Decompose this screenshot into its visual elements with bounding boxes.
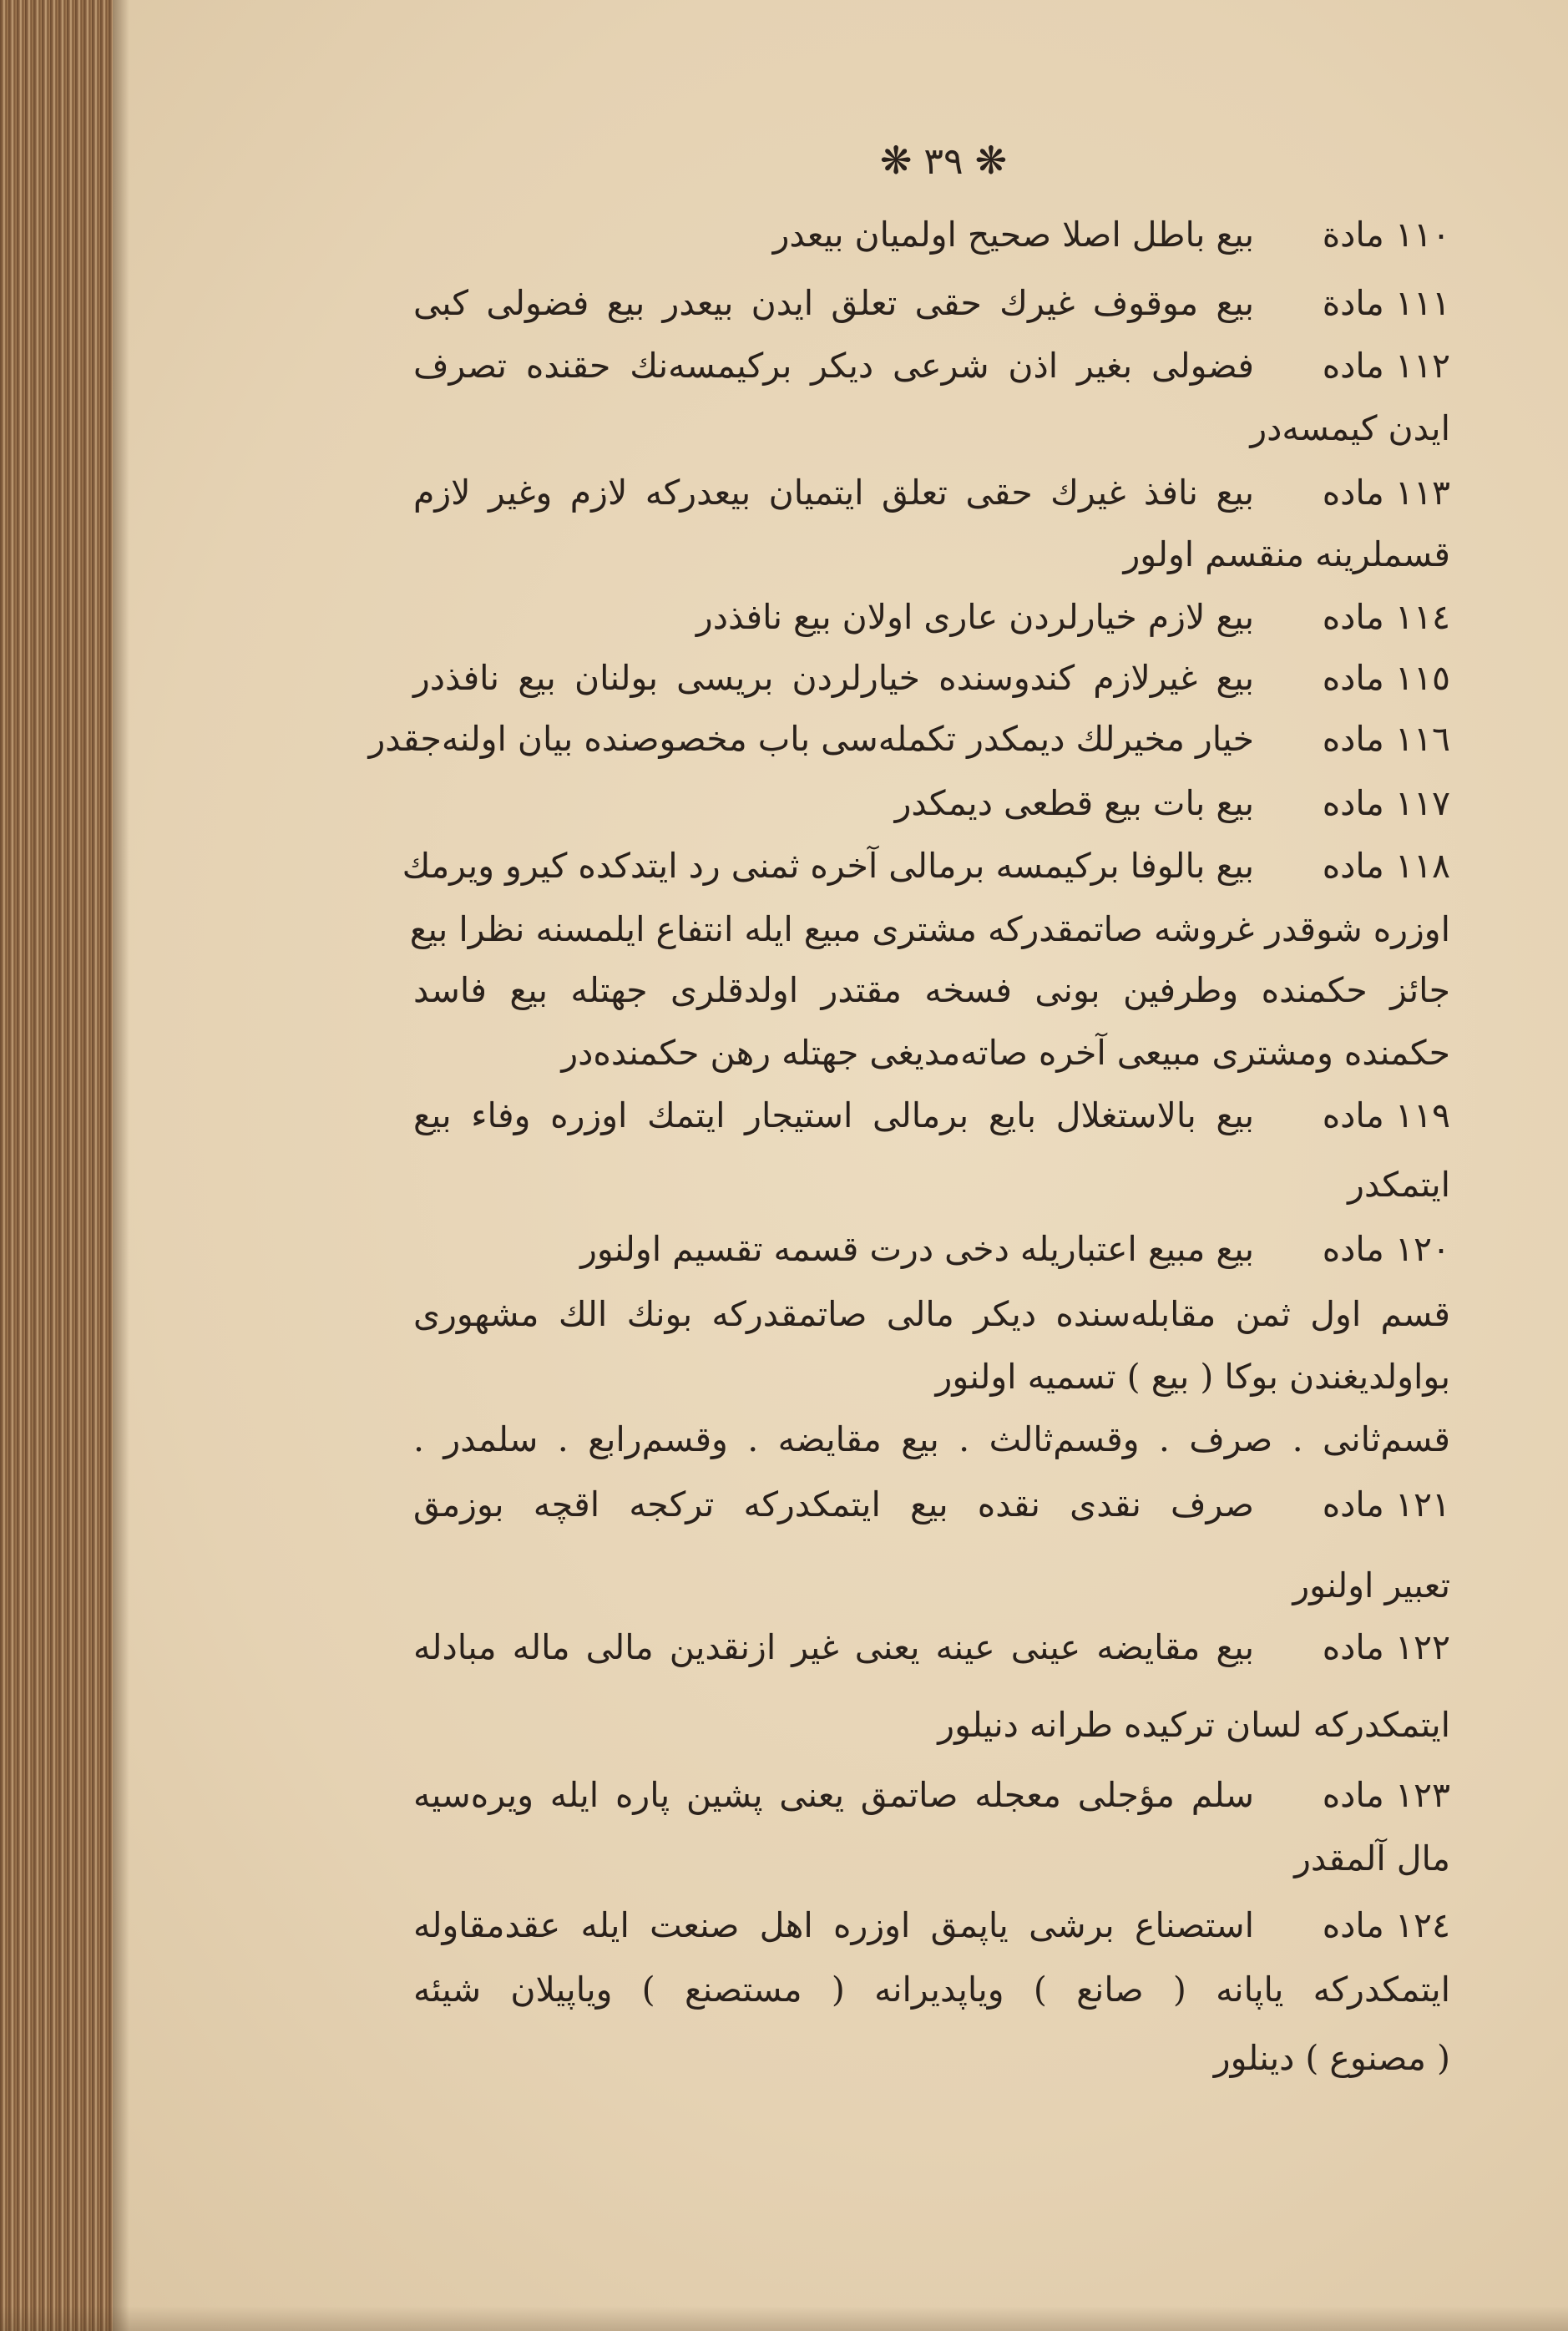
article-text: تعبير اولنور xyxy=(1292,1565,1450,1605)
article-text: ايتمكدركه ياپانه ( صانع ) وياپديرانه ( مستصنع ) وياپيلان شيئه xyxy=(413,1969,1450,2010)
continuation-line xyxy=(413,2028,1450,2088)
article-text: سلم مؤجلى معجله صاتمق يعنى پشين پاره ايله ويره‌سيه xyxy=(413,1775,1254,1815)
article-text: بيع بالاستغلال بايع برمالى استيجار ايتمك اوزره وفاء بيع xyxy=(413,1095,1254,1135)
page-header xyxy=(860,138,1027,183)
article-text: بيع لازم خيارلردن عارى اولان بيع نافذدر xyxy=(695,597,1254,637)
article-text: ايتمكدركه لسان تركيده طرانه دنيلور xyxy=(938,1705,1450,1745)
page-bottom-shadow xyxy=(0,2306,1568,2331)
article-line xyxy=(413,1617,1450,1677)
article-number: ١١٣ ماده xyxy=(1322,473,1450,513)
ornament-icon: ❋ xyxy=(974,138,1008,183)
article-number: ١١٤ ماده xyxy=(1322,597,1450,637)
article-number: ١٢٣ ماده xyxy=(1322,1775,1450,1815)
article-number: ١١٢ ماده xyxy=(1322,346,1450,386)
continuation-line xyxy=(413,398,1450,458)
article-line xyxy=(413,1085,1450,1145)
article-number: ١١٥ ماده xyxy=(1322,658,1450,698)
article-line xyxy=(413,773,1450,833)
article-line xyxy=(413,1895,1450,1955)
continuation-line xyxy=(413,524,1450,584)
article-number: ١١٧ ماده xyxy=(1322,783,1450,823)
article-text: بيع موقوف غيرك حقى تعلق ايدن بيعدر بيع فضولى كبى xyxy=(413,283,1254,323)
article-text: قسم‌ثانى . صرف . وقسم‌ثالث . بيع مقايضه . وقسم‌رابع . سلمدر . xyxy=(413,1419,1450,1459)
continuation-line xyxy=(413,1828,1450,1889)
article-line xyxy=(413,463,1450,523)
article-line xyxy=(413,1219,1450,1279)
article-text: صرف نقدى نقده بيع ايتمكدركه تركجه اقچه بوزمق xyxy=(413,1484,1254,1525)
article-number: ١١٩ ماده xyxy=(1322,1095,1450,1135)
article-text: حكمنده ومشترى مبيعى آخره صاته‌مديغى جهتله رهن حكمنده‌در xyxy=(561,1033,1450,1073)
article-number: ١٢٢ ماده xyxy=(1322,1627,1450,1667)
article-text: بواولديغندن بوكا ( بيع ) تسميه اولنور xyxy=(935,1357,1450,1397)
article-number: ١١٠ مادة xyxy=(1322,215,1450,255)
article-line xyxy=(413,205,1450,265)
article-line xyxy=(413,1474,1450,1535)
article-text: بيع غيرلازم كندوسنده خيارلردن بريسى بولنان بيع نافذدر xyxy=(413,658,1254,698)
article-line xyxy=(402,836,1450,896)
article-text: بيع بات بيع قطعى ديمكدر xyxy=(894,783,1254,823)
continuation-line xyxy=(413,1959,1450,2020)
article-line xyxy=(413,648,1450,708)
article-text: بيع مبيع اعتباريله دخى درت قسمه تقسيم اولنور xyxy=(580,1229,1254,1269)
article-text: بيع بالوفا بركيمسه برمالى آخره ثمنى رد ايتدكده كيرو ويرمك xyxy=(402,846,1254,886)
article-number: ١٢١ ماده xyxy=(1322,1484,1450,1525)
continuation-line xyxy=(413,1284,1450,1344)
article-text: قسملرينه منقسم اولور xyxy=(1123,534,1450,574)
article-number: ١١١ مادة xyxy=(1322,283,1450,323)
article-line xyxy=(413,1765,1450,1825)
article-number: ١٢٠ ماده xyxy=(1322,1229,1450,1269)
article-text: بيع مقايضه عينى عينه يعنى غير ازنقدين مالى ماله مبادله xyxy=(413,1627,1254,1667)
book-spine-page-edges xyxy=(0,0,113,2331)
continuation-line xyxy=(409,899,1450,959)
article-text: ايتمكدر xyxy=(1348,1165,1450,1205)
article-text: استصناع برشى ياپمق اوزره اهل صنعت ايله عقدمقاوله xyxy=(413,1905,1254,1945)
article-number: ١١٦ ماده xyxy=(1322,719,1450,759)
article-text: قسم اول ثمن مقابله‌سنده ديكر مالى صاتمقدركه بونك الك مشهورى xyxy=(413,1294,1450,1334)
article-text: فضولى بغير اذن شرعى ديكر بركيمسه‌نك حقنده تصرف xyxy=(413,346,1254,386)
article-text: ايدن كيمسه‌در xyxy=(1250,408,1450,448)
article-text: جائز حكمنده وطرفين بونى فسخه مقتدر اولدقلرى جهتله بيع فاسد xyxy=(413,970,1450,1010)
article-number: ١٢٤ ماده xyxy=(1322,1905,1450,1945)
continuation-line xyxy=(413,1695,1450,1755)
article-text: ( مصنوع ) دينلور xyxy=(1213,2038,1450,2078)
continuation-line xyxy=(413,960,1450,1020)
continuation-line xyxy=(413,1347,1450,1407)
article-text: مال آلمقدر xyxy=(1294,1838,1450,1878)
continuation-line xyxy=(413,1023,1450,1083)
article-text: خيار مخيرلك ديمكدر تكمله‌سى باب مخصوصنده بيان اولنه‌جقدر xyxy=(368,719,1254,759)
ornament-icon: ❋ xyxy=(879,138,913,183)
article-line xyxy=(368,709,1450,769)
article-line xyxy=(413,336,1450,396)
continuation-line xyxy=(413,1555,1450,1616)
article-number: ١١٨ ماده xyxy=(1322,846,1450,886)
article-text: اوزره شوقدر غروشه صاتمقدركه مشترى مبيع ايله انتفاع ايلمسنه نظرا بيع xyxy=(409,909,1450,949)
article-line xyxy=(413,273,1450,333)
article-text: بيع باطل اصلا صحيح اولميان بيعدر xyxy=(772,215,1254,255)
page-number: ٣٩ xyxy=(923,140,964,183)
continuation-line xyxy=(413,1155,1450,1215)
article-text: بيع نافذ غيرك حقى تعلق ايتميان بيعدركه لازم وغير لازم xyxy=(413,473,1254,513)
article-line xyxy=(413,587,1450,647)
continuation-line xyxy=(413,1409,1450,1469)
